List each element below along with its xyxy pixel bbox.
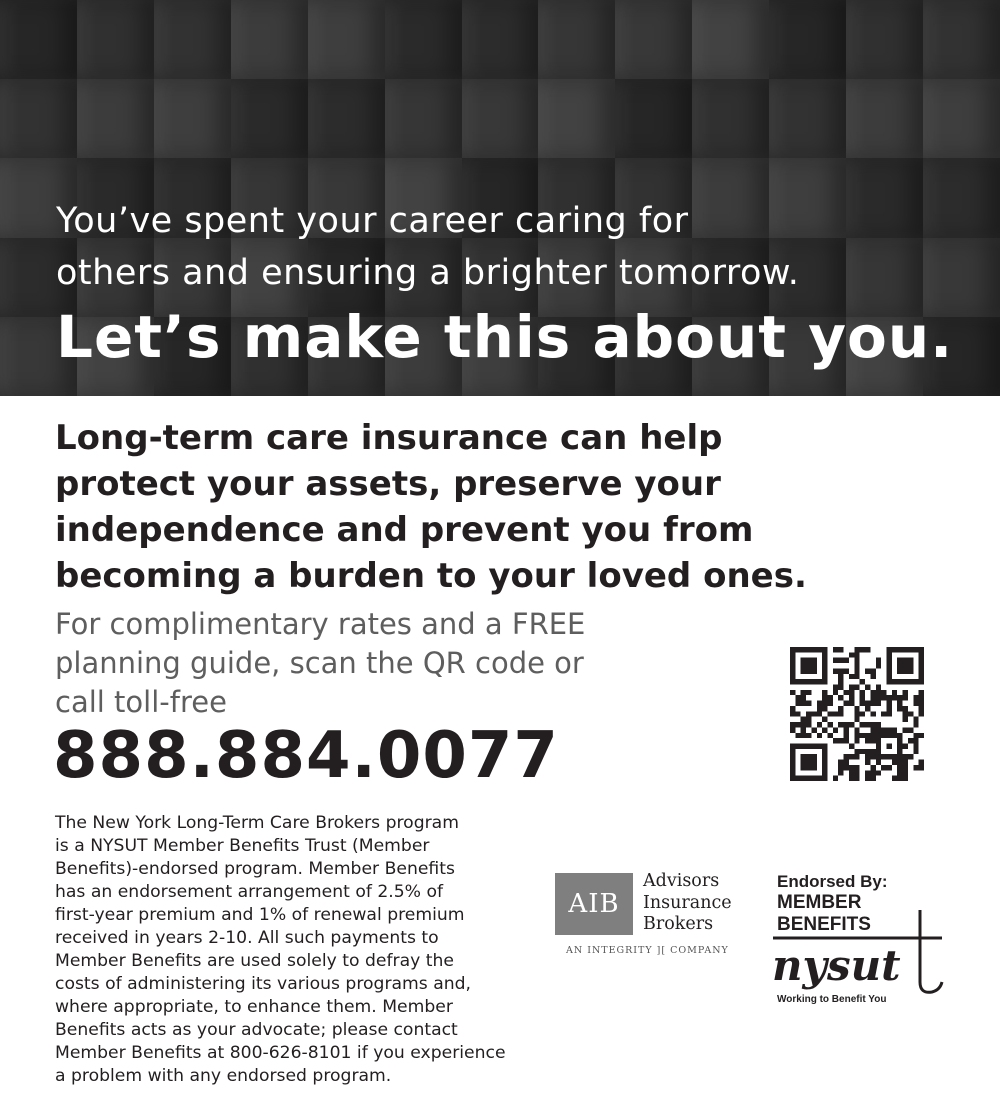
qr-module — [844, 760, 849, 765]
disclaimer — [55, 812, 535, 1088]
qr-module — [854, 658, 859, 663]
qr-module — [849, 776, 854, 781]
hero-line-2: others and ensuring a brighter tomorrow. — [56, 253, 800, 293]
qr-module — [849, 695, 854, 700]
aib-word: Advisors — [643, 871, 720, 891]
qr-module — [870, 770, 875, 775]
hero-pattern-tile — [615, 0, 692, 79]
qr-module — [913, 695, 918, 700]
qr-module — [854, 668, 859, 673]
aib-logo-words — [643, 871, 732, 936]
qr-module — [790, 722, 795, 727]
qr-module — [790, 690, 795, 695]
qr-module — [822, 695, 827, 700]
qr-module — [817, 711, 822, 716]
qr-module — [838, 695, 843, 700]
qr-module — [876, 663, 881, 668]
hero-pattern-tile — [385, 79, 462, 158]
qr-module — [801, 658, 817, 674]
hero-pattern-tile — [692, 79, 769, 158]
qr-module — [870, 765, 875, 770]
qr-module — [795, 695, 800, 700]
qr-module — [903, 776, 908, 781]
qr-module — [860, 701, 865, 706]
qr-module — [838, 674, 843, 679]
qr-module — [865, 647, 870, 652]
qr-module — [833, 711, 838, 716]
qr-module — [870, 776, 875, 781]
qr-module — [806, 711, 811, 716]
qr-module — [838, 706, 843, 711]
qr-module — [833, 668, 838, 673]
qr-module — [913, 722, 918, 727]
qr-module — [897, 776, 902, 781]
qr-module — [860, 749, 865, 754]
hero-pattern-tile — [538, 0, 615, 79]
qr-module — [838, 647, 843, 652]
qr-module — [881, 765, 886, 770]
qr-module — [870, 738, 875, 743]
qr-module — [822, 701, 827, 706]
qr-module — [876, 701, 881, 706]
qr-module — [817, 733, 822, 738]
qr-module — [897, 765, 902, 770]
qr-module — [860, 679, 865, 684]
nysut-wordmark: nysut — [772, 941, 901, 990]
qr-module — [865, 738, 870, 743]
qr-module — [828, 695, 833, 700]
hero-pattern-tile — [846, 79, 923, 158]
qr-module — [833, 727, 838, 732]
qr-module — [801, 727, 806, 732]
qr-module — [833, 685, 838, 690]
qr-module — [828, 711, 833, 716]
qr-module — [801, 722, 806, 727]
qr-module — [849, 685, 854, 690]
headline-line: independence and prevent you from — [55, 510, 754, 550]
nysut-tagline: Working to Benefit You — [777, 994, 887, 1005]
qr-module — [854, 738, 859, 743]
qr-module — [913, 765, 918, 770]
qr-module — [865, 770, 870, 775]
hero-pattern-tile — [769, 0, 846, 79]
qr-module — [849, 765, 854, 770]
qr-module — [865, 668, 870, 673]
qr-module — [795, 711, 800, 716]
qr-module — [817, 722, 822, 727]
qr-module — [876, 658, 881, 663]
member-label: MEMBER — [777, 892, 862, 913]
qr-module — [870, 711, 875, 716]
qr-module — [865, 760, 870, 765]
qr-module — [828, 722, 833, 727]
hero-pattern-tile — [538, 79, 615, 158]
qr-module — [876, 770, 881, 775]
qr-module — [811, 727, 816, 732]
qr-module — [833, 776, 838, 781]
qr-module — [844, 668, 849, 673]
qr-module — [865, 701, 870, 706]
qr-module — [903, 770, 908, 775]
qr-module — [892, 690, 897, 695]
aib-logo-mark: AIB — [555, 873, 633, 935]
hero-headline: Let’s make this about you. — [56, 303, 954, 371]
headline-line: protect your assets, preserve your — [55, 464, 721, 504]
qr-module — [844, 722, 849, 727]
qr-module — [854, 727, 859, 732]
qr-module — [870, 754, 875, 759]
qr-module — [860, 711, 865, 716]
main-headline — [55, 415, 955, 599]
qr-module — [919, 690, 924, 695]
disclaimer-line: Member Benefits are used solely to defray the — [55, 951, 454, 971]
qr-module — [838, 711, 843, 716]
hero-pattern-tile — [462, 0, 539, 79]
qr-module — [817, 701, 822, 706]
disclaimer-line: first-year premium and 1% of renewal premium — [55, 905, 465, 925]
benefits-label: BENEFITS — [777, 914, 871, 935]
qr-module — [865, 722, 870, 727]
qr-module — [854, 770, 859, 775]
hero-pattern-tile — [77, 0, 154, 79]
qr-module — [838, 760, 843, 765]
qr-module — [876, 690, 881, 695]
qr-module — [865, 685, 870, 690]
qr-module — [919, 701, 924, 706]
hero-pattern-tile — [154, 0, 231, 79]
hero-pattern-tile — [231, 0, 308, 79]
qr-module — [822, 690, 827, 695]
qr-module — [903, 754, 908, 759]
qr-module — [838, 770, 843, 775]
aib-tagline: AN INTEGRITY ][ COMPANY — [566, 945, 729, 956]
disclaimer-line: has an endorsement arrangement of 2.5% of — [55, 882, 444, 902]
disclaimer-line: where appropriate, to enhance them. Member — [55, 997, 453, 1017]
qr-module — [913, 749, 918, 754]
hero-text — [56, 195, 953, 373]
hero-pattern-tile — [154, 79, 231, 158]
qr-module — [801, 733, 806, 738]
qr-module — [876, 722, 881, 727]
qr-module — [833, 658, 838, 663]
qr-module — [795, 733, 800, 738]
qr-module — [913, 701, 918, 706]
qr-module — [838, 685, 843, 690]
qr-module — [860, 647, 865, 652]
qr-module — [903, 743, 908, 748]
qr-module — [833, 738, 838, 743]
qr-code[interactable] — [790, 647, 924, 781]
nysut-member-benefits-logo — [770, 870, 960, 1010]
cta-line: planning guide, scan the QR code or — [55, 646, 584, 680]
hero-pattern-tile — [231, 79, 308, 158]
qr-module — [849, 690, 854, 695]
qr-module — [903, 727, 908, 732]
headline-line: becoming a burden to your loved ones. — [55, 556, 807, 596]
qr-module — [849, 770, 854, 775]
aib-word: Brokers — [643, 914, 714, 934]
qr-module — [844, 701, 849, 706]
qr-module — [801, 754, 817, 770]
qr-module — [854, 685, 859, 690]
qr-module — [903, 706, 908, 711]
cta-line: call toll-free — [55, 685, 227, 719]
qr-module — [854, 674, 859, 679]
qr-module — [849, 652, 854, 657]
qr-module — [801, 695, 806, 700]
qr-module — [844, 733, 849, 738]
qr-module — [865, 776, 870, 781]
qr-module — [822, 727, 827, 732]
qr-module — [795, 701, 800, 706]
qr-module — [849, 754, 854, 759]
qr-module — [828, 733, 833, 738]
qr-module — [790, 727, 795, 732]
qr-module — [919, 765, 924, 770]
qr-module — [838, 765, 843, 770]
qr-module — [844, 754, 849, 759]
qr-module — [838, 658, 843, 663]
qr-module — [865, 706, 870, 711]
hero-pattern-tile — [77, 79, 154, 158]
qr-module — [870, 722, 875, 727]
qr-module — [838, 738, 843, 743]
aib-word: Insurance — [643, 892, 732, 913]
qr-module — [822, 706, 827, 711]
qr-module — [903, 690, 908, 695]
qr-module — [908, 711, 913, 716]
qr-module — [870, 701, 875, 706]
qr-module — [897, 706, 902, 711]
qr-module — [854, 717, 859, 722]
qr-module — [870, 733, 875, 738]
qr-module — [897, 770, 902, 775]
qr-module — [806, 722, 811, 727]
qr-module — [876, 760, 881, 765]
hero-pattern-tile — [462, 79, 539, 158]
qr-module — [806, 701, 811, 706]
qr-module — [844, 738, 849, 743]
hero-pattern-tile — [308, 0, 385, 79]
qr-module — [913, 738, 918, 743]
qr-module — [801, 690, 806, 695]
hero-pattern-tile — [615, 79, 692, 158]
qr-module — [908, 727, 913, 732]
disclaimer-line: Member Benefits at 800-626-8101 if you experience — [55, 1043, 506, 1063]
qr-module — [844, 765, 849, 770]
qr-module — [913, 743, 918, 748]
qr-module — [913, 733, 918, 738]
qr-module — [919, 706, 924, 711]
qr-module — [892, 776, 897, 781]
hero-pattern-tile — [769, 79, 846, 158]
qr-module — [903, 765, 908, 770]
qr-module — [865, 733, 870, 738]
qr-module — [828, 701, 833, 706]
qr-module — [897, 658, 913, 674]
qr-module — [919, 695, 924, 700]
qr-module — [903, 717, 908, 722]
qr-module — [790, 706, 795, 711]
qr-module — [822, 717, 827, 722]
qr-module — [849, 743, 854, 748]
qr-module — [919, 711, 924, 716]
disclaimer-line: received in years 2-10. All such payments to — [55, 928, 439, 948]
hero-pattern-tile — [923, 0, 1000, 79]
qr-module — [801, 701, 806, 706]
qr-module — [913, 717, 918, 722]
hero-pattern-tile — [308, 79, 385, 158]
qr-module — [860, 733, 865, 738]
qr-module — [833, 690, 838, 695]
qr-module — [892, 727, 897, 732]
qr-module — [886, 765, 891, 770]
qr-module — [854, 776, 859, 781]
qr-module — [870, 690, 875, 695]
qr-module — [860, 695, 865, 700]
qr-module — [886, 706, 891, 711]
disclaimer-line: The New York Long-Term Care Brokers program — [55, 813, 459, 833]
qr-module — [860, 722, 865, 727]
qr-module — [854, 706, 859, 711]
disclaimer-line: Benefits acts as your advocate; please contact — [55, 1020, 458, 1040]
hero-line-1: You’ve spent your career caring for — [56, 201, 689, 241]
headline-line: Long-term care insurance can help — [55, 418, 723, 458]
qr-module — [886, 695, 891, 700]
qr-module — [870, 749, 875, 754]
hero-pattern-tile — [385, 0, 462, 79]
qr-module — [849, 722, 854, 727]
aib-logo — [555, 873, 740, 968]
endorsed-by-label: Endorsed By: — [777, 872, 888, 891]
qr-module — [870, 695, 875, 700]
qr-module — [876, 685, 881, 690]
qr-module — [854, 754, 859, 759]
disclaimer-line: is a NYSUT Member Benefits Trust (Member — [55, 836, 430, 856]
disclaimer-line: a problem with any endorsed program. — [55, 1066, 392, 1086]
qr-module — [870, 674, 875, 679]
cta-line: For complimentary rates and a FREE — [55, 607, 586, 641]
qr-module — [854, 711, 859, 716]
qr-module — [849, 701, 854, 706]
qr-module — [897, 695, 902, 700]
qr-module — [908, 754, 913, 759]
qr-module — [919, 760, 924, 765]
qr-module — [806, 690, 811, 695]
qr-module — [844, 690, 849, 695]
qr-module — [806, 717, 811, 722]
qr-module — [881, 695, 886, 700]
qr-module — [854, 733, 859, 738]
disclaimer-line: Benefits)-endorsed program. Member Benefits — [55, 859, 455, 879]
qr-module — [870, 727, 875, 732]
phone-number[interactable]: 888.884.0077 — [53, 719, 559, 793]
qr-module — [838, 668, 843, 673]
qr-module — [801, 717, 806, 722]
qr-module — [854, 663, 859, 668]
hero-pattern-tile — [0, 79, 77, 158]
qr-module — [865, 754, 870, 759]
qr-module — [903, 711, 908, 716]
qr-module — [860, 690, 865, 695]
hero-pattern-tile — [692, 0, 769, 79]
qr-module — [886, 701, 891, 706]
qr-module — [854, 652, 859, 657]
hero-pattern-tile — [923, 79, 1000, 158]
qr-module — [881, 690, 886, 695]
qr-module — [892, 760, 897, 765]
qr-module — [838, 679, 843, 684]
hero-pattern-tile — [0, 0, 77, 79]
qr-module — [897, 760, 902, 765]
qr-module — [795, 722, 800, 727]
qr-module — [849, 674, 854, 679]
qr-module — [881, 711, 886, 716]
qr-module — [892, 695, 897, 700]
qr-module — [854, 765, 859, 770]
qr-module — [876, 695, 881, 700]
qr-module — [854, 647, 859, 652]
qr-module — [865, 749, 870, 754]
qr-module — [854, 749, 859, 754]
qr-module — [844, 658, 849, 663]
disclaimer-line: costs of administering its various programs and, — [55, 974, 471, 994]
qr-module — [806, 733, 811, 738]
qr-module — [886, 711, 891, 716]
qr-module — [838, 722, 843, 727]
qr-module — [817, 706, 822, 711]
qr-module — [886, 743, 891, 748]
nysut-wordmark-graphic — [770, 870, 960, 1010]
hero-banner — [0, 0, 1000, 396]
qr-module — [897, 701, 902, 706]
qr-module — [870, 668, 875, 673]
qr-module — [908, 738, 913, 743]
qr-module — [881, 727, 886, 732]
qr-module — [876, 727, 881, 732]
qr-module — [919, 733, 924, 738]
qr-module — [844, 727, 849, 732]
qr-module — [811, 711, 816, 716]
hero-pattern-tile — [846, 0, 923, 79]
qr-module — [886, 727, 891, 732]
call-to-action — [55, 605, 585, 722]
qr-module — [790, 711, 795, 716]
qr-module — [833, 647, 838, 652]
qr-module — [903, 760, 908, 765]
qr-module — [903, 695, 908, 700]
